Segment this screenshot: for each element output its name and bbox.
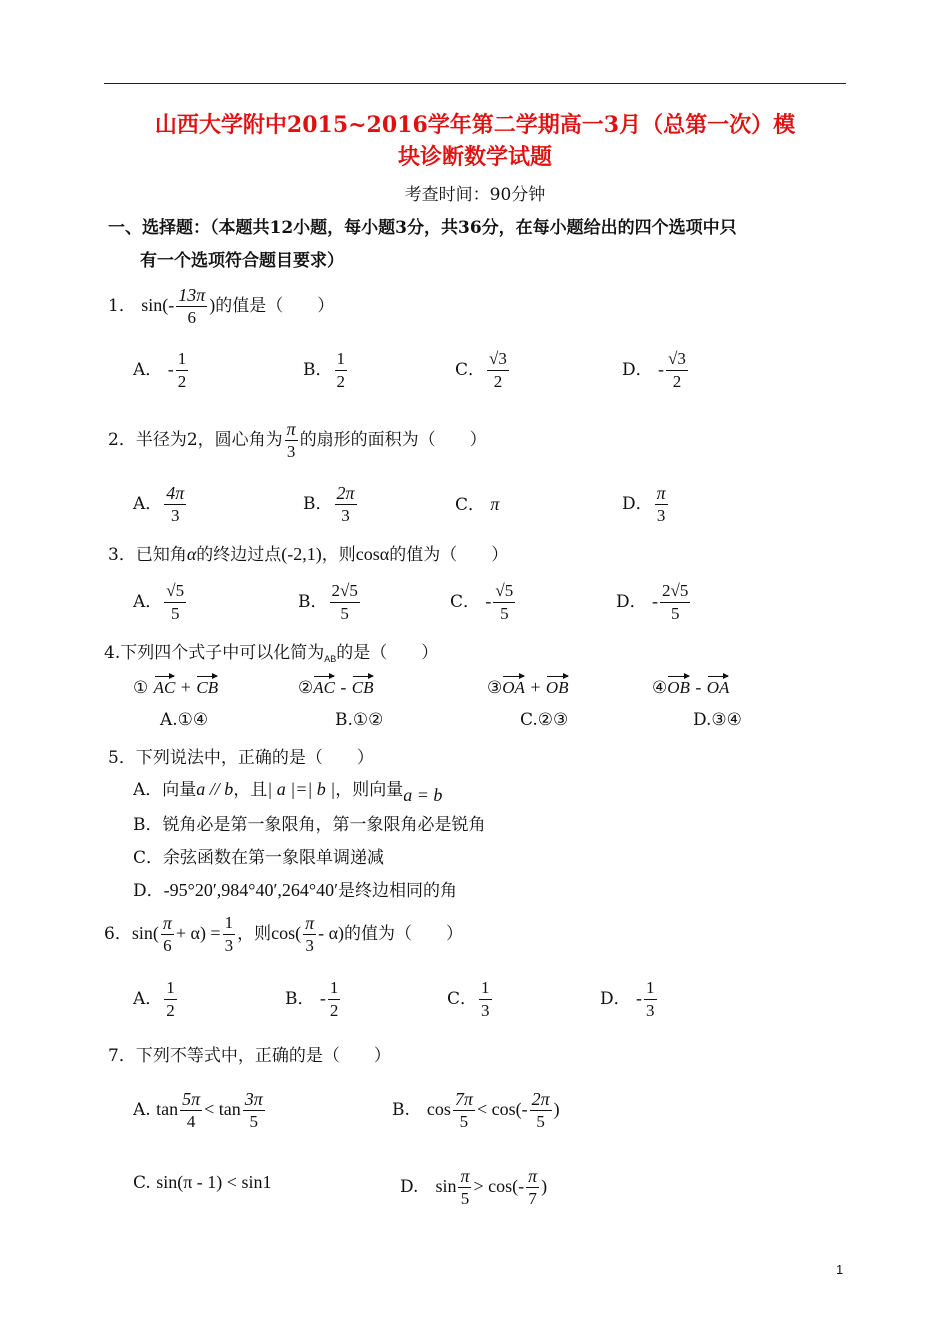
q4-option-b: B.①② (335, 710, 384, 730)
q4-item-4: ④OB - OA (652, 672, 729, 698)
question-4: 4.下列四个式子中可以化简为$_{AB}$的是（ ） (104, 643, 439, 664)
q7-option-b: B. cos $\frac{7\pi}{5}$ < cos(- $\frac{2\pi}{5}$ ) (392, 1089, 560, 1131)
q5-option-a: A．向量a // b，且| a |=| b |，则向量a = b (133, 779, 443, 805)
question-7: 7．下列不等式中，正确的是（ ） (108, 1046, 391, 1066)
q3-option-a: A． $\frac{√5}{5}$ (133, 581, 185, 623)
q3-option-c: C． - $\frac{√5}{5}$ (450, 581, 514, 623)
q4-option-c: C.②③ (520, 710, 569, 730)
q5-option-b: B．锐角必是第一象限角，第一象限角必是锐角 (133, 815, 486, 835)
question-6: 6．sin( $\frac{\pi}{6}$ + α) = $\frac{1}{3}$ ，则cos( $\frac{\pi}{3}$ - α)的值为（ ） (104, 913, 464, 955)
q3-option-d: D． - $\frac{2√5}{5}$ (616, 581, 689, 623)
top-rule (104, 83, 846, 84)
q2-option-a: A． $\frac{4\pi}{3}$ (133, 483, 185, 525)
question-3: 3．已知角α的终边过点(-2,1)，则cosα的值为（ ） (108, 544, 509, 565)
q1-option-d: D． - $\frac{√3}{2}$ (622, 349, 686, 391)
q1-option-b: B． $\frac{1}{2}$ (303, 349, 345, 391)
q6-option-c: C． $\frac{1}{3}$ (447, 978, 490, 1020)
question-2: 2．半径为2，圆心角为 $\frac{\pi}{3}$ 的扇形的面积为（ ） (108, 419, 487, 461)
q4-item-2: ②AC - CB (298, 672, 374, 698)
section-heading-line1: 一、选择题：（本题共12小题，每小题3分，共36分，在每小题给出的四个选项中只 (108, 218, 737, 238)
section-heading-line2: 有一个选项符合题目要求） (140, 251, 344, 271)
q5-option-d: D．-95°20′,984°40′,264°40′是终边相同的角 (133, 880, 458, 901)
q2-option-d: D． $\frac{\pi}{3}$ (622, 483, 666, 525)
q6-option-a: A． $\frac{1}{2}$ (133, 978, 175, 1020)
q4-item-3: ③OA + OB (487, 672, 569, 698)
q4-option-a: A.①④ (160, 710, 209, 730)
q2-option-b: B． $\frac{2\pi}{3}$ (303, 483, 355, 525)
exam-title-line2: 块诊断数学试题 (397, 144, 552, 170)
q1-option-a: A． - $\frac{1}{2}$ (133, 349, 187, 391)
q3-option-b: B． $\frac{2√5}{5}$ (298, 581, 358, 623)
q2-option-c: C． π (455, 494, 500, 515)
q4-item-1: ① AC + CB (133, 672, 218, 698)
exam-title-line1: 山西大学附中2015~2016学年第二学期高一3月（总第一次）模 (154, 112, 796, 138)
q7-option-d: D. sin $\frac{\pi}{5}$ > cos(- $\frac{\pi}{7}$ ) (400, 1166, 548, 1208)
exam-time: 考查时间：90分钟 (404, 185, 546, 205)
q1-option-c: C． $\frac{√3}{2}$ (455, 349, 507, 391)
q7-option-c: C. sin(π - 1) < sin1 (133, 1172, 272, 1193)
q7-option-a: A. tan $\frac{5\pi}{4}$ < tan $\frac{3\pi}{5}$ (133, 1089, 263, 1131)
question-1: 1． sin(- $\frac{13\pi}{6}$ )的值是（ ） (108, 285, 335, 327)
page-number: 1 (836, 1262, 844, 1277)
q6-option-b: B． - $\frac{1}{2}$ (285, 978, 339, 1020)
q5-option-c: C．余弦函数在第一象限单调递减 (133, 848, 385, 868)
q6-option-d: D． - $\frac{1}{3}$ (600, 978, 655, 1020)
question-5: 5．下列说法中，正确的是（ ） (108, 748, 374, 768)
q4-option-d: D.③④ (693, 710, 742, 730)
